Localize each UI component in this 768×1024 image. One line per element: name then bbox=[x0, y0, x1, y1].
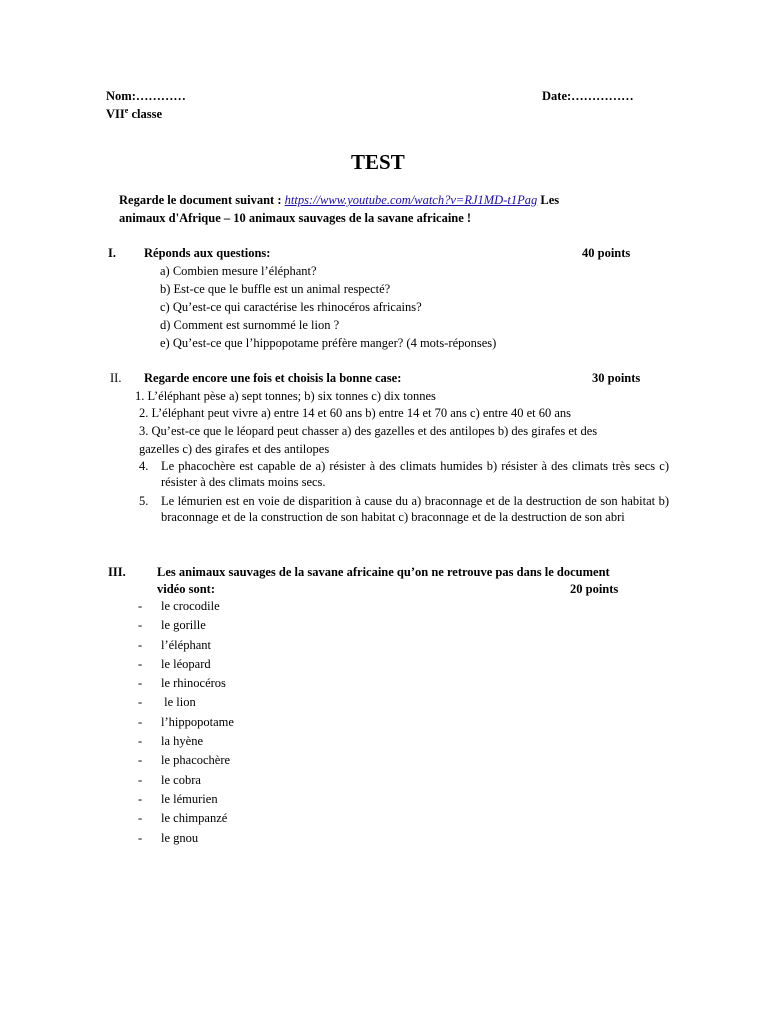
animal-name: le lion bbox=[161, 695, 196, 710]
animal-name: la hyène bbox=[161, 734, 203, 749]
list-dash: - bbox=[138, 676, 143, 691]
list-dash: - bbox=[138, 618, 143, 633]
choice-item-4-number: 4. bbox=[139, 459, 149, 473]
animal-name: le rhinocéros bbox=[161, 676, 226, 691]
list-dash: - bbox=[138, 830, 143, 845]
class-suffix: classe bbox=[128, 107, 163, 121]
animal-name: le crocodile bbox=[161, 599, 220, 613]
intro-line-2: animaux d'Afrique – 10 animaux sauvages de la savane africaine ! bbox=[119, 211, 472, 225]
list-dash: - bbox=[138, 772, 143, 787]
section-3-points: 20 points bbox=[570, 582, 619, 596]
animal-name: le phacochère bbox=[161, 753, 231, 768]
question-item: d) Comment est surnommé le lion ? bbox=[160, 318, 340, 332]
intro-after-url: Les bbox=[537, 193, 560, 207]
list-dash: - bbox=[138, 637, 143, 652]
animal-name: le léopard bbox=[161, 656, 211, 671]
choice-item-1: 1. L’éléphant pèse a) sept tonnes; b) six tonnes c) dix tonnes bbox=[135, 389, 436, 403]
class-superscript: e bbox=[124, 105, 129, 115]
section-2-points: 30 points bbox=[592, 371, 641, 385]
list-dash: - bbox=[138, 599, 143, 613]
animal-name: le chimpanzé bbox=[161, 811, 228, 826]
video-link[interactable]: https://www.youtube.com/watch?v=RJ1MD-t1Pag bbox=[284, 193, 538, 207]
question-item: b) Est-ce que le buffle est un animal respecté? bbox=[160, 282, 391, 296]
class-label bbox=[106, 106, 162, 122]
list-dash: - bbox=[138, 734, 143, 749]
animal-name: l’hippopotame bbox=[161, 714, 234, 729]
list-dash: - bbox=[138, 811, 143, 826]
choice-item-5-text: Le lémurien est en voie de disparition à cause du a) braconnage et de la destruction de son habitat b) braconnage et de la construction de son habitat c) braconnage et de la destruction de son abri bbox=[161, 494, 669, 525]
list-dash: - bbox=[138, 791, 143, 806]
list-dash: - bbox=[138, 695, 143, 710]
intro-line-1 bbox=[119, 192, 559, 208]
list-dash: - bbox=[138, 714, 143, 729]
animal-name: le lémurien bbox=[161, 791, 218, 806]
animal-name: le gorille bbox=[161, 618, 206, 633]
date-field-label: Date:…………… bbox=[542, 89, 634, 103]
name-field-label: Nom:………… bbox=[106, 89, 186, 103]
question-item: a) Combien mesure l’éléphant? bbox=[160, 264, 317, 278]
list-dash: - bbox=[138, 656, 143, 671]
class-prefix: VII bbox=[106, 107, 125, 121]
section-3-numeral: III. bbox=[108, 565, 126, 579]
animal-name: le cobra bbox=[161, 772, 201, 787]
intro-lead: Regarde le document suivant : bbox=[119, 193, 285, 207]
animal-name: le gnou bbox=[161, 830, 199, 845]
page-title: TEST bbox=[351, 150, 405, 174]
list-dash: - bbox=[138, 753, 143, 768]
animal-name: l’éléphant bbox=[161, 637, 211, 652]
choice-item-4-text: Le phacochère est capable de a) résister à des climats humides b) résister à des climats très secs c) résister à des climats moins secs. bbox=[161, 459, 669, 490]
choice-item-5-number: 5. bbox=[139, 494, 149, 508]
section-1-numeral: I. bbox=[108, 246, 116, 260]
choice-item-3-line-2: gazelles c) des girafes et des antilopes bbox=[139, 442, 330, 456]
choice-item-3-line-1: 3. Qu’est-ce que le léopard peut chasser a) des gazelles et des antilopes b) des girafes et des bbox=[139, 424, 598, 438]
section-1-points: 40 points bbox=[582, 246, 631, 260]
section-3-heading-line-2: vidéo sont: bbox=[157, 582, 215, 596]
choice-item-2: 2. L’éléphant peut vivre a) entre 14 et 60 ans b) entre 14 et 70 ans c) entre 40 et 60 ans bbox=[139, 406, 572, 420]
section-2-numeral: II. bbox=[110, 371, 122, 385]
question-item: e) Qu’est-ce que l’hippopotame préfère manger? (4 mots-réponses) bbox=[160, 336, 497, 350]
question-item: c) Qu’est-ce qui caractérise les rhinocéros africains? bbox=[160, 300, 422, 314]
section-3-heading-line-1: Les animaux sauvages de la savane africaine qu’on ne retrouve pas dans le document bbox=[157, 565, 610, 579]
section-2-heading: Regarde encore une fois et choisis la bonne case: bbox=[144, 371, 402, 385]
section-1-heading: Réponds aux questions: bbox=[144, 246, 271, 260]
